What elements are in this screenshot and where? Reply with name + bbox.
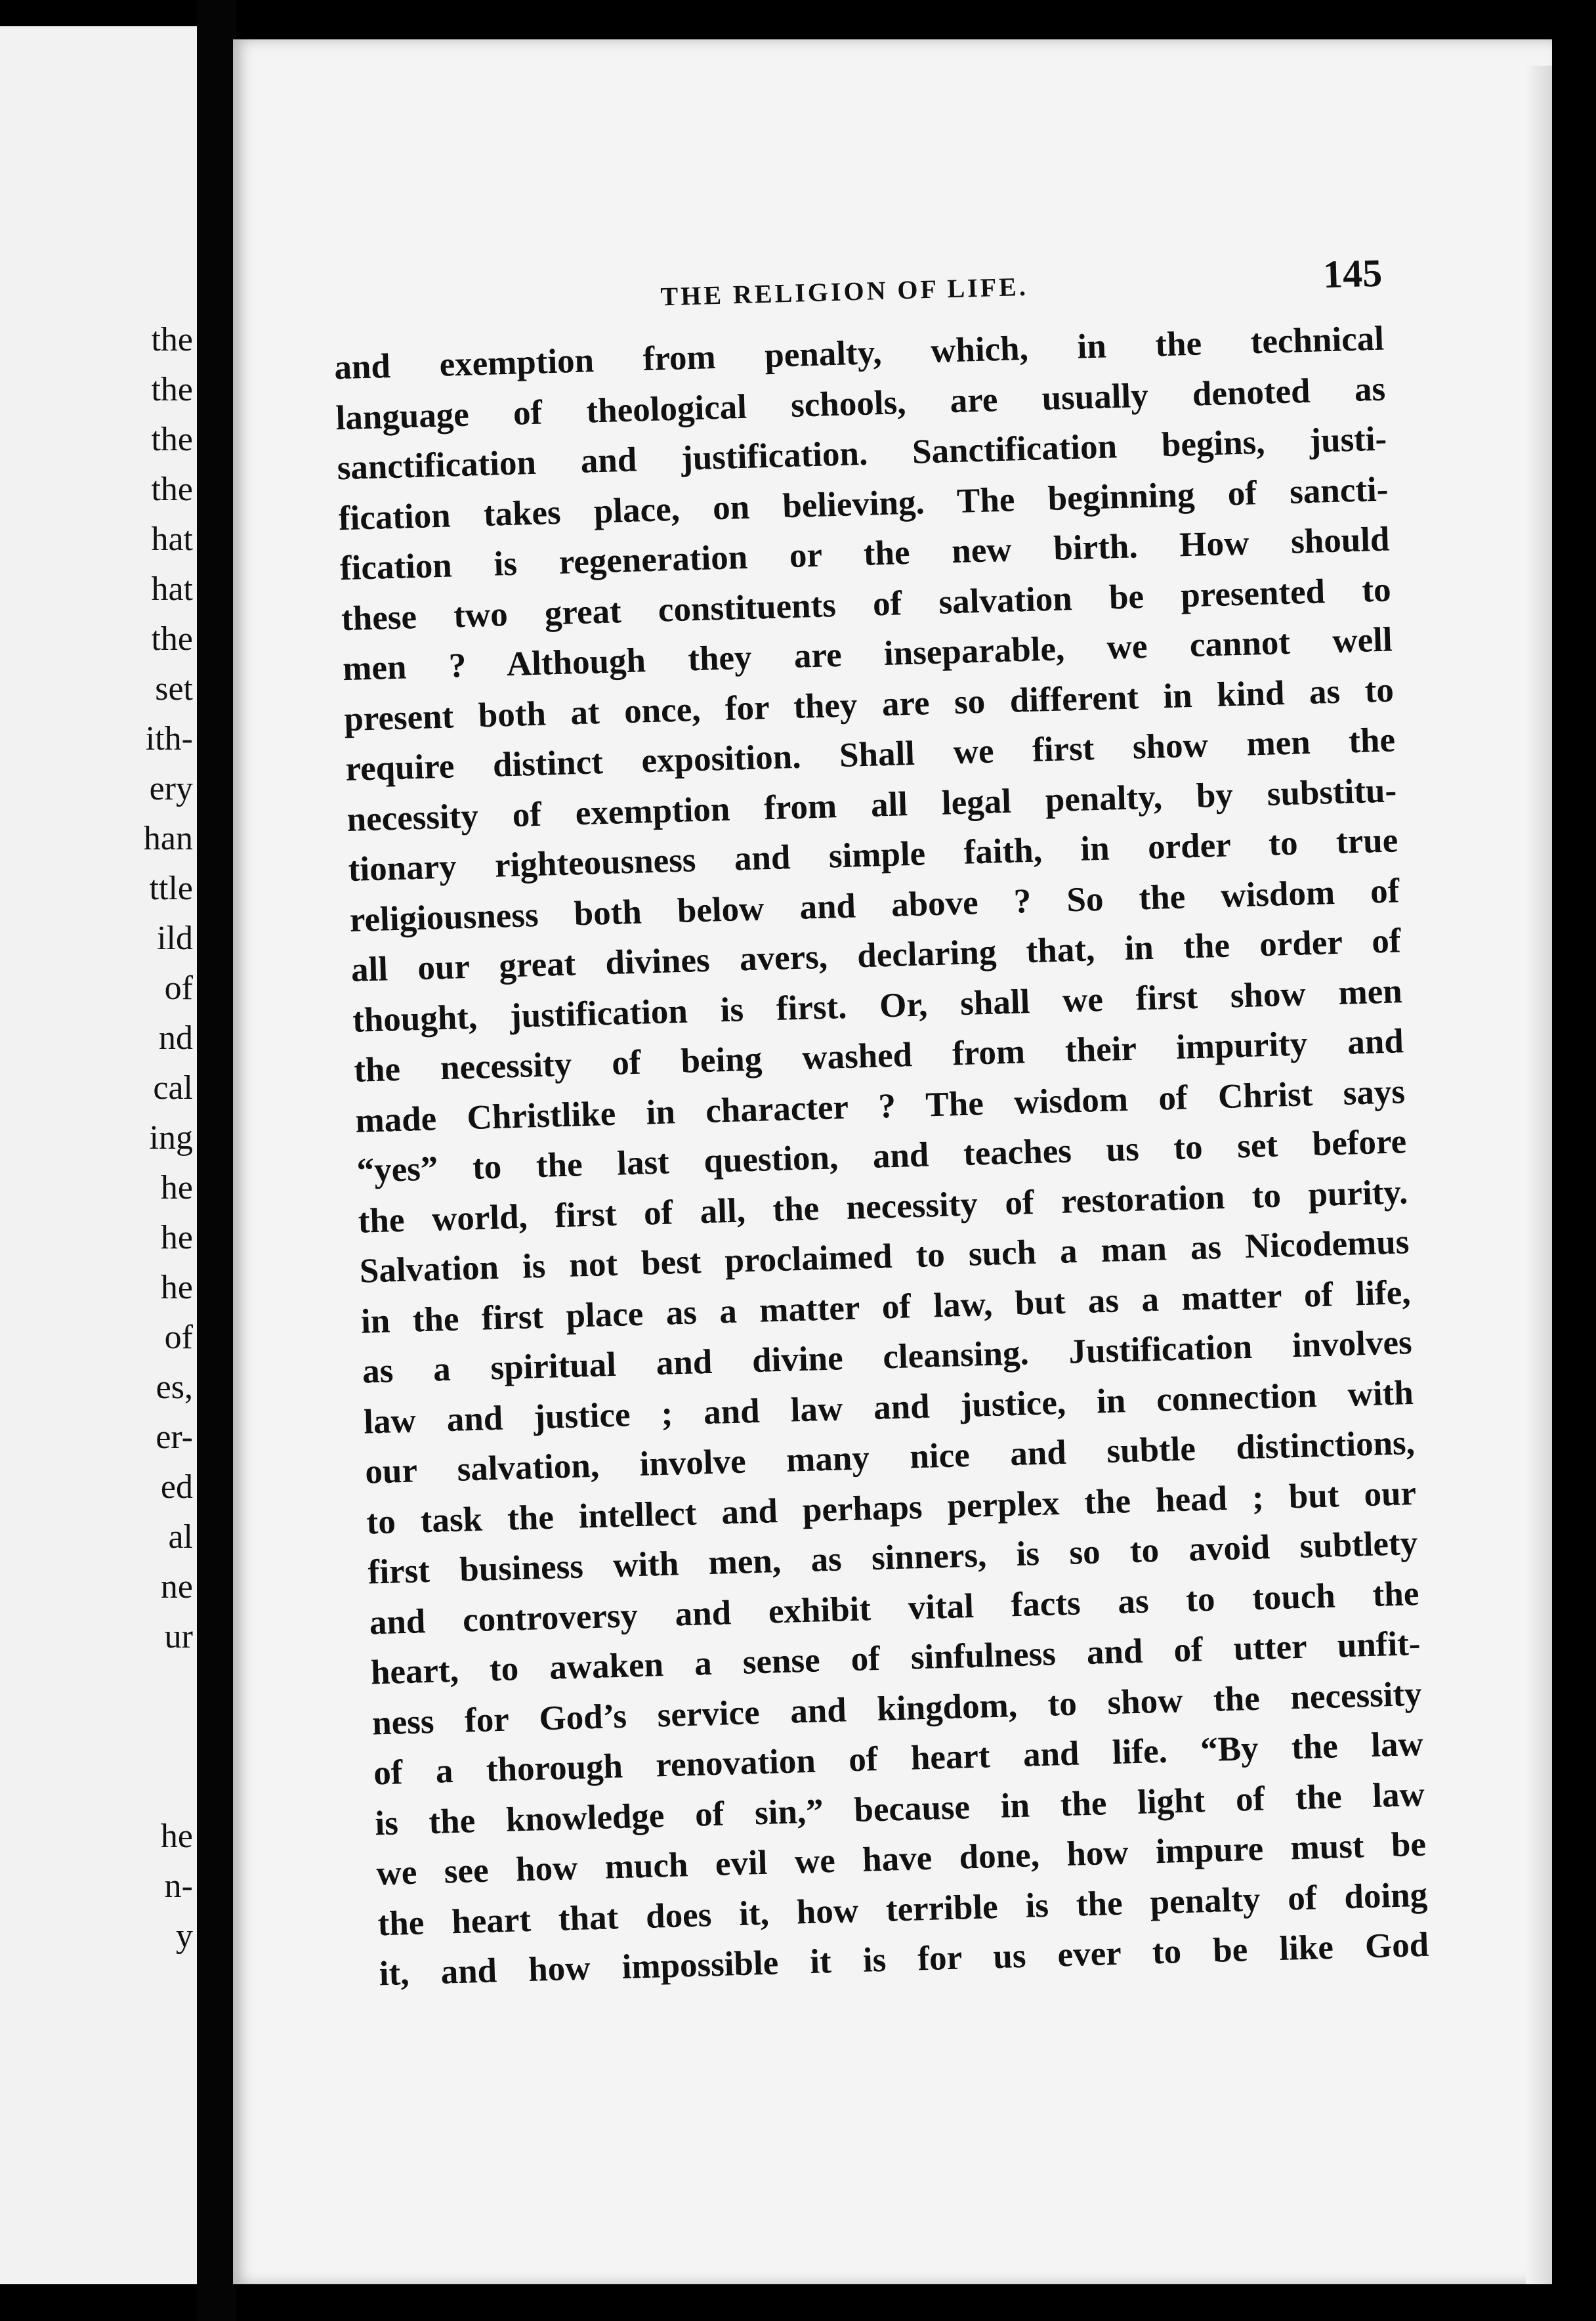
text-line: made Christlike in character ? The wisdom of Christ says [354,1072,1406,1140]
text-line: to task the intellect and perhaps perplex the head ; but our [366,1474,1417,1542]
line-fragment: the [151,321,193,358]
text-line: the heart that does it, how terrible is the penalty of doing [377,1875,1428,1943]
line-fragment [0,1762,193,1812]
line-fragment: ur [164,1618,193,1655]
previous-page-line-fragments [0,315,197,1961]
line-fragment: hat [151,570,193,608]
line-fragment: n- [164,1867,193,1905]
line-fragment: ild [157,920,193,957]
line-fragment: he [160,1169,193,1206]
line-fragment: the [151,371,193,408]
text-line: is the knowledge of sin,” because in the light of the law [374,1775,1425,1842]
text-line: and exemption from penalty, which, in the technical [333,319,1385,387]
line-fragment: of [164,969,193,1007]
text-line: tionary righteousness and simple faith, in order to true [347,821,1398,889]
line-fragment [0,1712,193,1762]
line-fragment: hat [151,521,193,558]
line-fragment: y [176,1917,193,1955]
text-line: necessity of exemption from all legal penalty, by substitu- [346,771,1397,839]
line-fragment: nd [159,1019,193,1057]
text-line: these two great constituents of salvation be presented to [341,570,1392,638]
line-fragment: cal [153,1069,193,1107]
line-fragment: er- [156,1418,193,1456]
text-line: thought, justification is first. Or, shall we first show men [352,971,1403,1040]
line-fragment: ne [160,1568,193,1606]
text-line: present both at once, for they are so different in kind as to [343,670,1395,738]
text-line: our salvation, involve many nice and subtle distinctions, [364,1423,1416,1491]
line-fragment: es, [156,1369,193,1406]
text-line: we see how much evil we have done, how impure must be [375,1825,1427,1893]
text-line: fication is regeneration or the new birth. How should [339,520,1391,588]
line-fragment: he [160,1818,193,1855]
text-line: sanctification and justification. Sanctification begins, justi- [336,419,1387,488]
page-number: 145 [1322,251,1383,297]
text-line: religiousness both below and above ? So the wisdom of [349,871,1400,939]
line-fragment: the [151,471,193,508]
body-paragraph [333,314,1429,1999]
page-content [331,242,1429,1999]
line-fragment: the [151,620,193,658]
text-line: the necessity of being washed from their impurity and [353,1022,1404,1090]
text-line: men ? Although they are inseparable, we cannot well [342,620,1393,689]
text-line: of a thorough renovation of heart and life. “By the law [373,1724,1424,1793]
line-fragment: ing [149,1119,193,1157]
text-line: ness for God’s service and kingdom, to show the necessity [371,1674,1423,1742]
text-line: first business with men, as sinners, is so to avoid subtlety [367,1523,1418,1592]
line-fragment: of [164,1319,193,1356]
line-fragment: he [160,1269,193,1306]
line-fragment: han [143,820,193,857]
text-line: as a spiritual and divine cleansing. Justification involves [362,1323,1413,1391]
text-line: the world, first of all, the necessity of restoration to purity. [357,1172,1408,1241]
book-gutter [197,0,236,2321]
text-line: language of theological schools, are usually denoted as [335,370,1386,437]
text-line: all our great divines avers, declaring that, in the order of [350,922,1402,989]
line-fragment: ith- [145,720,193,757]
page [233,39,1552,2284]
line-fragment: he [160,1219,193,1256]
text-line: “yes” to the last question, and teaches us to set before [356,1122,1407,1190]
previous-page-edge [0,26,197,2284]
text-line: require distinct exposition. Shall we first show men the [345,721,1396,789]
text-line: law and justice ; and law and justice, in connection with [363,1373,1414,1441]
text-line: and controversy and exhibit vital facts as to touch the [369,1574,1420,1642]
text-line: in the first place as a matter of law, but as a matter of life, [360,1273,1412,1341]
text-line: heart, to awaken a sense of sinfulness and of utter unfit- [370,1624,1421,1692]
line-fragment: ttle [149,870,193,907]
text-line: Salvation is not best proclaimed to such a man as Nicodemus [359,1223,1410,1290]
line-fragment: ery [149,770,193,807]
text-line: it, and how impossible it is for us ever to be like God [378,1925,1429,1993]
line-fragment: ed [160,1468,193,1506]
line-fragment: set [155,670,193,708]
running-title: THE RELIGION OF LIFE. [660,271,1029,312]
page-edge-shadow [1526,66,1552,2284]
line-fragment: al [168,1518,193,1556]
line-fragment [0,1662,193,1712]
text-line: fication takes place, on believing. The beginning of sancti- [338,470,1389,538]
line-fragment: the [151,421,193,458]
